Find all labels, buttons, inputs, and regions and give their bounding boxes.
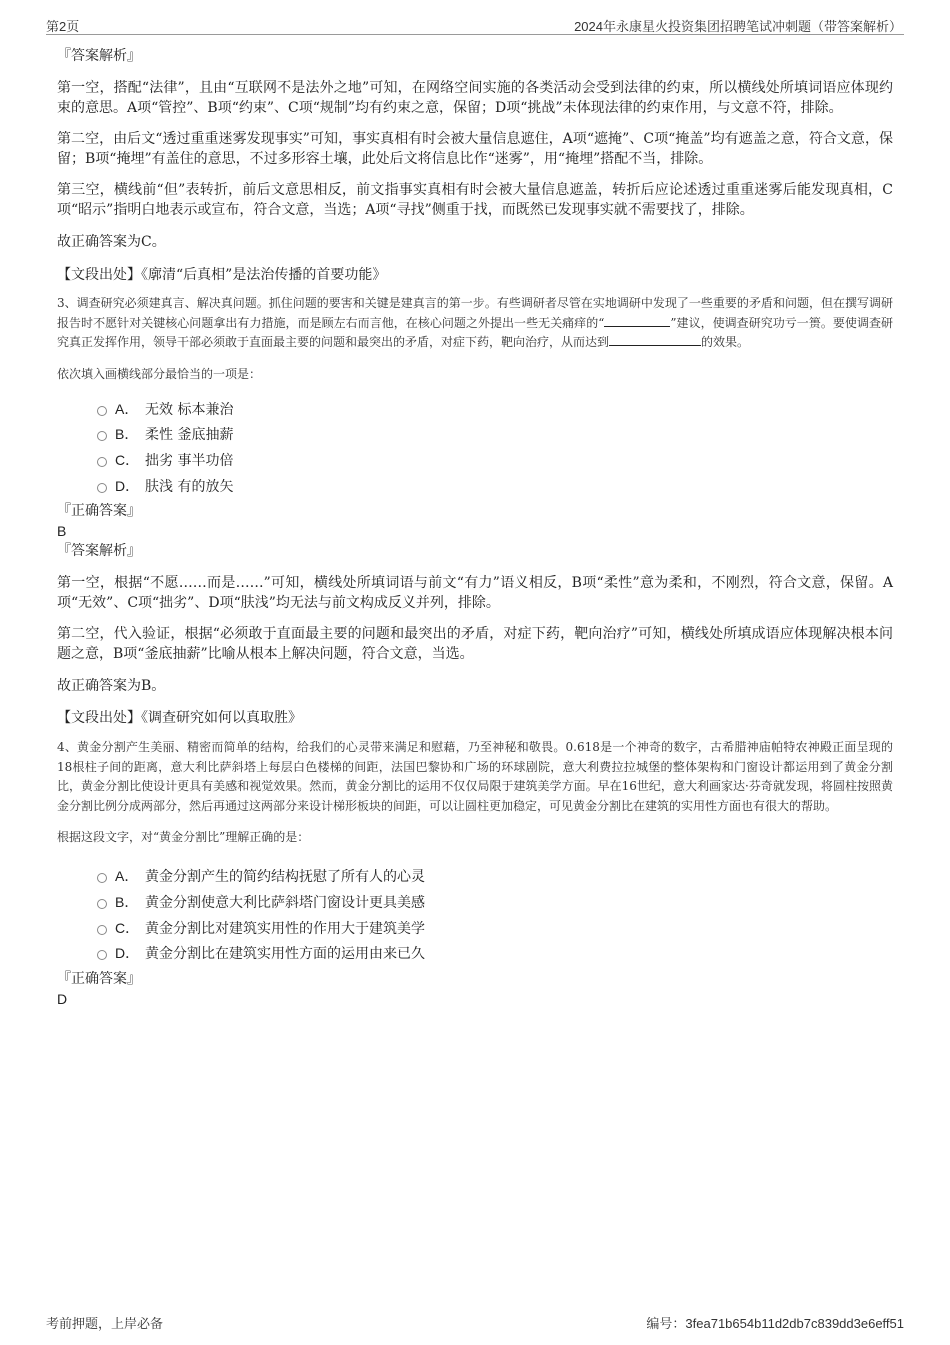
q2-analysis-para: 第三空，横线前“但”表转折，前后文意思相反，前文指事实真相有时会被大量信息遮盖，转折后应论述透过重重迷雾后能发现真相，C项“昭示”指明白地表示或宣布，符合文意，当选；A项“寻找”侧重于找，而既然已发现事实就不需要找了，排除。 <box>57 182 893 218</box>
page-content <box>57 46 893 1009</box>
radio-icon[interactable] <box>97 950 107 960</box>
option-d[interactable]: D． 肤浅 有的放矢 <box>97 474 893 500</box>
document-title: 2024年永康星火投资集团招聘笔试冲刺题（带答案解析） <box>574 19 902 34</box>
radio-icon[interactable] <box>97 873 107 883</box>
option-b[interactable]: B． 黄金分割使意大利比萨斜塔门窗设计更具美感 <box>97 890 893 916</box>
fill-blank <box>609 333 701 346</box>
document-code: 编号：3fea71b654b11d2db7c839dd3e6eff51 <box>646 1316 904 1331</box>
q2-source: 【文段出处】《廓清“后真相”是法治传播的首要功能》 <box>57 267 387 283</box>
q3-analysis-para: 第二空，代入验证，根据“必须敢于直面最主要的问题和最突出的矛盾，对症下药，靶向治疗”可知，横线处所填成语应体现解决根本问题之意，B项“釜底抽薪”比喻从根本上解决问题，符合文意，当选。 <box>57 626 893 663</box>
radio-icon[interactable] <box>97 899 107 909</box>
q4-prompt: 根据这段文字，对“黄金分割比”理解正确的是： <box>57 830 310 845</box>
option-d[interactable]: D． 黄金分割比在建筑实用性方面的运用由来已久 <box>97 941 893 967</box>
radio-icon[interactable] <box>97 457 107 467</box>
q3-analysis-para: 第一空，根据“不愿……而是……”可知，横线处所填词语与前文“有力”语义相反，B项“柔性”意为柔和，不刚烈，符合文意，保留。A项“无效”、C项“拙劣”、D项“肤浅”均无法与前文构成反义并列，排除。 <box>57 575 893 612</box>
q2-analysis-para: 第二空，由后文“透过重重迷雾发现事实”可知，事实真相有时会被大量信息遮住，A项“遮掩”、C项“掩盖”均有遮盖之意，符合文意，保留；B项“掩埋”有盖住的意思，不过多形容土壤，此处后文将信息比作“迷雾”，用“掩埋”搭配不当，排除。 <box>57 131 893 167</box>
page-header <box>46 14 904 35</box>
q3-analysis-label: 『答案解析』 <box>57 543 141 560</box>
radio-icon[interactable] <box>97 431 107 441</box>
q2-analysis-para: 第一空，搭配“法律”，且由“互联网不是法外之地”可知，在网络空间实施的各类活动会受到法律的约束，所以横线处所填词语应体现约束的意思。A项“管控”、B项“约束”、C项“规制”均有约束之意，保留；D项“挑战”未体现法律的约束作用，与文意不符，排除。 <box>57 80 893 116</box>
q3-answer-label: 『正确答案』 <box>57 503 141 520</box>
option-a[interactable]: A． 黄金分割产生的简约结构抚慰了所有人的心灵 <box>97 864 893 890</box>
option-c[interactable]: C． 黄金分割比对建筑实用性的作用大于建筑美学 <box>97 916 893 942</box>
radio-icon[interactable] <box>97 406 107 416</box>
q3-source: 【文段出处】《调查研究如何以真取胜》 <box>57 710 302 727</box>
q2-conclusion: 故正确答案为C。 <box>57 234 166 250</box>
radio-icon[interactable] <box>97 925 107 935</box>
q3-conclusion: 故正确答案为B。 <box>57 678 166 695</box>
q4-answer: D <box>57 991 68 1007</box>
page-number: 第2页 <box>46 19 80 34</box>
q2-analysis-label: 『答案解析』 <box>57 48 141 64</box>
footer-slogan: 考前押题，上岸必备 <box>46 1316 164 1331</box>
q3-stem: 3、调查研究必须建真言、解决真问题。抓住问题的要害和关键是建真言的第一步。有些调研者尽管在实地调研中发现了一些重要的矛盾和问题，但在撰写调研报告时不愿针对关键核心问题拿出有力措施，而是顾左右而言他，在核心问题之外提出一些无关痛痒的“ ”建议，使调查研究功亏一篑。要使调查研究真正发挥作用，领导干部必须敢于直面最主要的问题和最突出的矛盾，对症下药，靶向治疗，从而达到 的效果。 <box>57 296 894 349</box>
q3-answer: B <box>57 523 67 540</box>
option-b[interactable]: B． 柔性 釜底抽薪 <box>97 422 893 448</box>
q4-stem: 4、黄金分割产生美丽、精密而简单的结构，给我们的心灵带来满足和慰藉，乃至神秘和敬畏。0.618是一个神奇的数字，古希腊神庙帕特农神殿正面呈现的18根柱子间的距离，意大利比萨斜塔上每层白色楼梯的间距，法国巴黎协和广场的环球剧院，意大利费拉拉城堡的整体架构和门窗设计都运用到了黄金分割比，黄金分割比使设计更具有美感和视觉效果。然而，黄金分割比的运用不仅仅局限于建筑美学方面。早在16世纪，意大利画家达·芬奇就发现，将圆柱按照黄金分割比例分成两部分，然后再通过这两部分来设计梯形板块的间距，可以让圆柱更加稳定，可见黄金分割比在建筑的实用性方面也有很大的帮助。 <box>57 740 893 813</box>
option-a[interactable]: A． 无效 标本兼治 <box>97 397 893 423</box>
radio-icon[interactable] <box>97 483 107 493</box>
option-c[interactable]: C． 拙劣 事半功倍 <box>97 448 893 474</box>
q3-prompt: 依次填入画横线部分最恰当的一项是： <box>57 366 262 381</box>
fill-blank <box>604 314 670 327</box>
q4-answer-label: 『正确答案』 <box>57 971 141 987</box>
q3-options <box>97 397 893 500</box>
q4-options <box>97 864 893 967</box>
